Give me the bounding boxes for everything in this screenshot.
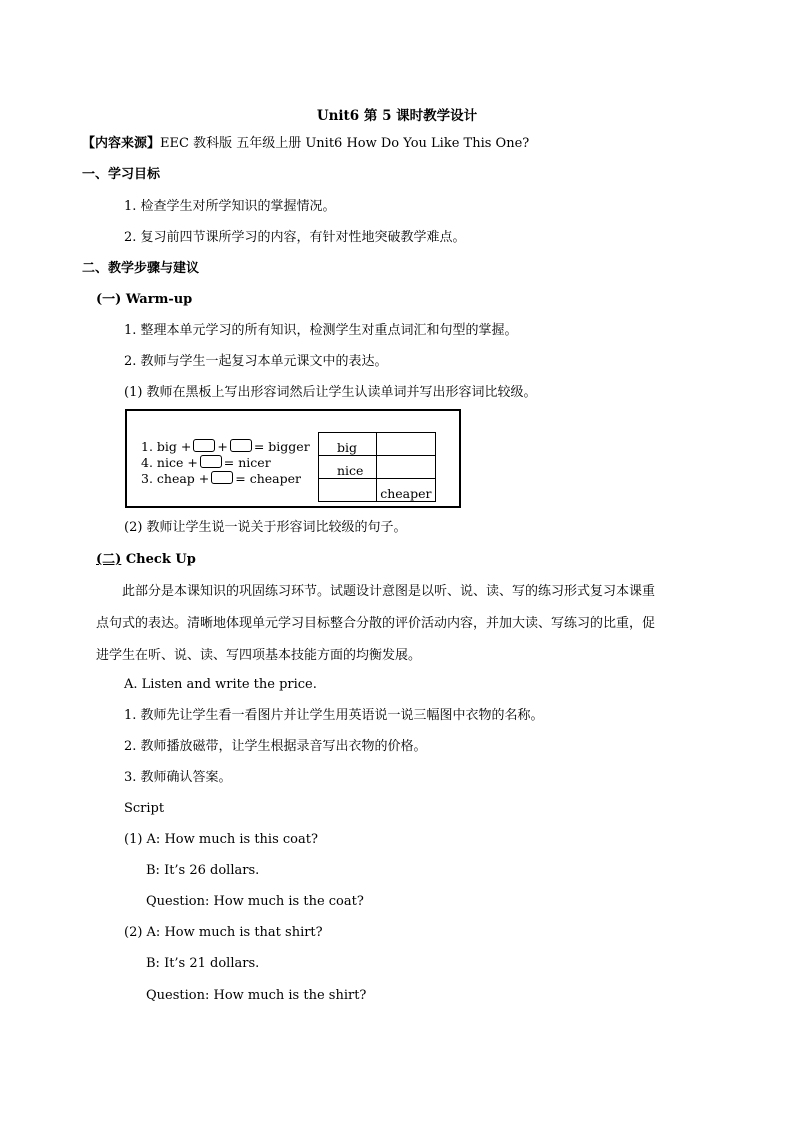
figure-line-start: 3. cheap + <box>141 471 210 486</box>
task-title: A. Listen and write the price. <box>124 677 317 692</box>
objective-item: 1. 检查学生对所学知识的掌握情况。 <box>124 199 336 214</box>
figure-line <box>141 439 310 454</box>
script-label: Script <box>124 801 165 816</box>
checkup-heading-number: (二) <box>96 552 122 567</box>
blank-box <box>230 439 252 452</box>
paragraph-line: 进学生在听、说、读、写四项基本技能方面的均衡发展。 <box>96 648 422 663</box>
figure-line-mid: + <box>217 439 228 454</box>
checkup-heading-text: Check Up <box>121 552 196 567</box>
blank-box <box>211 471 233 484</box>
script-line-a: (1) A: How much is this coat? <box>124 832 318 847</box>
blank-box <box>193 439 215 452</box>
table-cell: cheaper <box>376 479 435 502</box>
section-heading-steps: 二、教学步骤与建议 <box>82 261 200 276</box>
warmup-item: 2. 教师与学生一起复习本单元课文中的表达。 <box>124 354 388 369</box>
figure-line <box>141 455 271 470</box>
figure-line-end: = bigger <box>253 439 310 454</box>
blank-box <box>200 455 222 468</box>
table-row <box>319 479 436 502</box>
paragraph-line <box>96 576 700 608</box>
warmup-item: (1) 教师在黑板上写出形容词然后让学生认读单词并写出形容词比较级。 <box>124 385 537 400</box>
checkup-step: 2. 教师播放磁带，让学生根据录音写出衣物的价格。 <box>124 739 427 754</box>
script-question: Question: How much is the coat? <box>146 894 364 909</box>
table-cell <box>376 456 435 479</box>
paragraph-text: 此部分是本课知识的巩固练习环节。试题设计意图是以听、说、读、写的练习形式复习本课重 <box>122 584 656 599</box>
table-cell: nice <box>319 456 377 479</box>
section-heading-objectives: 一、学习目标 <box>82 167 161 182</box>
table-row <box>319 433 436 456</box>
script-line-b: B: It’s 26 dollars. <box>146 863 260 878</box>
figure-line-start: 1. big + <box>141 439 192 454</box>
script-line-a: (2) A: How much is that shirt? <box>124 925 323 940</box>
checkup-step: 3. 教师确认答案。 <box>124 770 232 785</box>
figure-line-end: = cheaper <box>235 471 301 486</box>
content-source-line <box>82 136 529 152</box>
content-source-text: EEC 教科版 五年级上册 Unit6 How Do You Like This One? <box>160 136 530 151</box>
comparative-table <box>318 432 436 502</box>
paragraph-line: 点句式的表达。清晰地体现单元学习目标整合分散的评价活动内容，并加大读、写练习的比重，促 <box>96 616 656 631</box>
warmup-item: 1. 整理本单元学习的所有知识，检测学生对重点词汇和句型的掌握。 <box>124 323 518 338</box>
table-cell: big <box>319 433 377 456</box>
figure-line <box>141 471 301 486</box>
table-cell <box>376 433 435 456</box>
checkup-paragraph <box>96 576 700 672</box>
table-row <box>319 456 436 479</box>
objective-item: 2. 复习前四节课所学习的内容，有针对性地突破教学难点。 <box>124 230 466 245</box>
comparative-adjective-figure <box>125 409 461 508</box>
figure-line-end: = nicer <box>223 455 271 470</box>
subsection-heading-warmup: (一) Warm-up <box>96 292 193 307</box>
page-title: Unit6 第 5 课时教学设计 <box>316 108 478 124</box>
figure-line-start: 4. nice + <box>141 455 198 470</box>
warmup-after-figure: (2) 教师让学生说一说关于形容词比较级的句子。 <box>124 520 407 535</box>
script-question: Question: How much is the shirt? <box>146 988 367 1003</box>
content-source-label: 【内容来源】 <box>82 136 161 151</box>
script-line-b: B: It’s 21 dollars. <box>146 956 260 971</box>
table-cell <box>319 479 377 502</box>
subsection-heading-checkup <box>96 552 196 568</box>
checkup-step: 1. 教师先让学生看一看图片并让学生用英语说一说三幅图中衣物的名称。 <box>124 708 544 723</box>
